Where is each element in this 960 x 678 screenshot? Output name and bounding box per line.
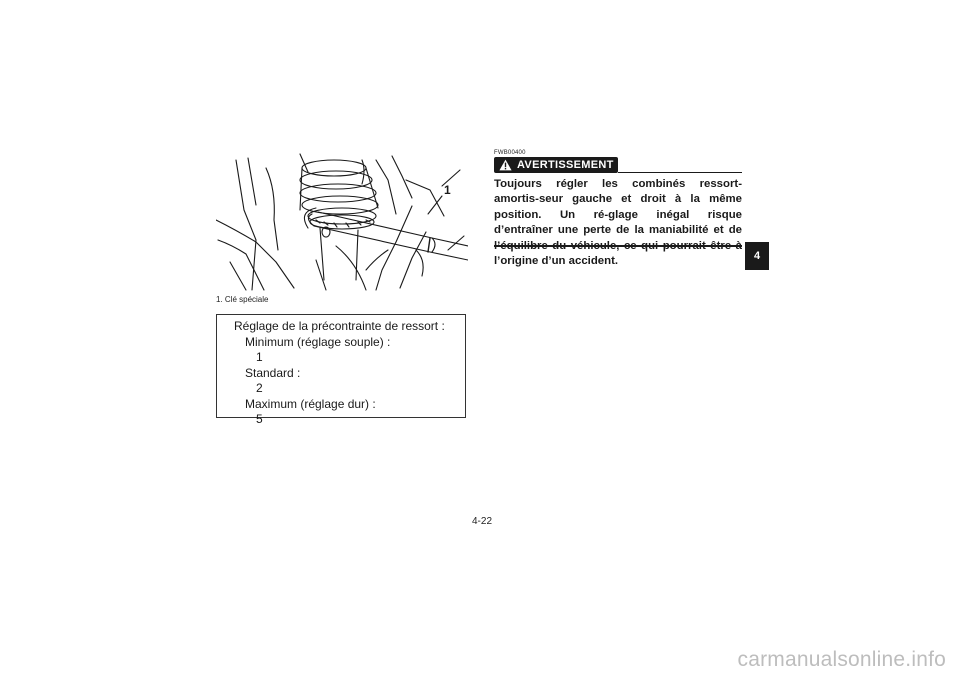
watermark: carmanualsonline.info xyxy=(737,648,946,671)
spec-label-standard: Standard : xyxy=(245,365,301,380)
warning-title: AVERTISSEMENT xyxy=(517,159,614,171)
warning-header xyxy=(494,157,742,173)
warning-text: Toujours régler les combinés ressort-amortis-seur gauche et droit à la même position. Un ré-glage inégal risque d’entraîner une perte de la maniabilité et de l’origine d’un accident. xyxy=(494,178,742,268)
chapter-tab: 4 xyxy=(745,242,769,270)
spec-value-minimum: 1 xyxy=(256,350,263,364)
shock-spring xyxy=(300,160,378,214)
warning-triangle-icon xyxy=(499,159,512,171)
callout-number: 1 xyxy=(444,183,451,197)
illustration-shock-absorber xyxy=(216,150,468,292)
warning-top-rule xyxy=(618,172,742,174)
warning-code: FWB00400 xyxy=(494,150,526,156)
spec-label-minimum: Minimum (réglage souple) : xyxy=(245,334,391,349)
spec-box xyxy=(216,314,466,426)
page-number: 4-22 xyxy=(472,516,493,527)
warning-bottom-rule xyxy=(494,245,742,247)
spec-value-standard: 2 xyxy=(256,381,263,395)
frame-lines xyxy=(216,154,464,290)
spec-title: Réglage de la précontrainte de ressort : xyxy=(234,319,445,333)
figure-caption: 1. Clé spéciale xyxy=(216,295,269,304)
spec-value-maximum: 5 xyxy=(256,412,263,426)
spec-label-maximum: Maximum (réglage dur) : xyxy=(245,396,376,411)
warning-badge xyxy=(494,157,618,173)
